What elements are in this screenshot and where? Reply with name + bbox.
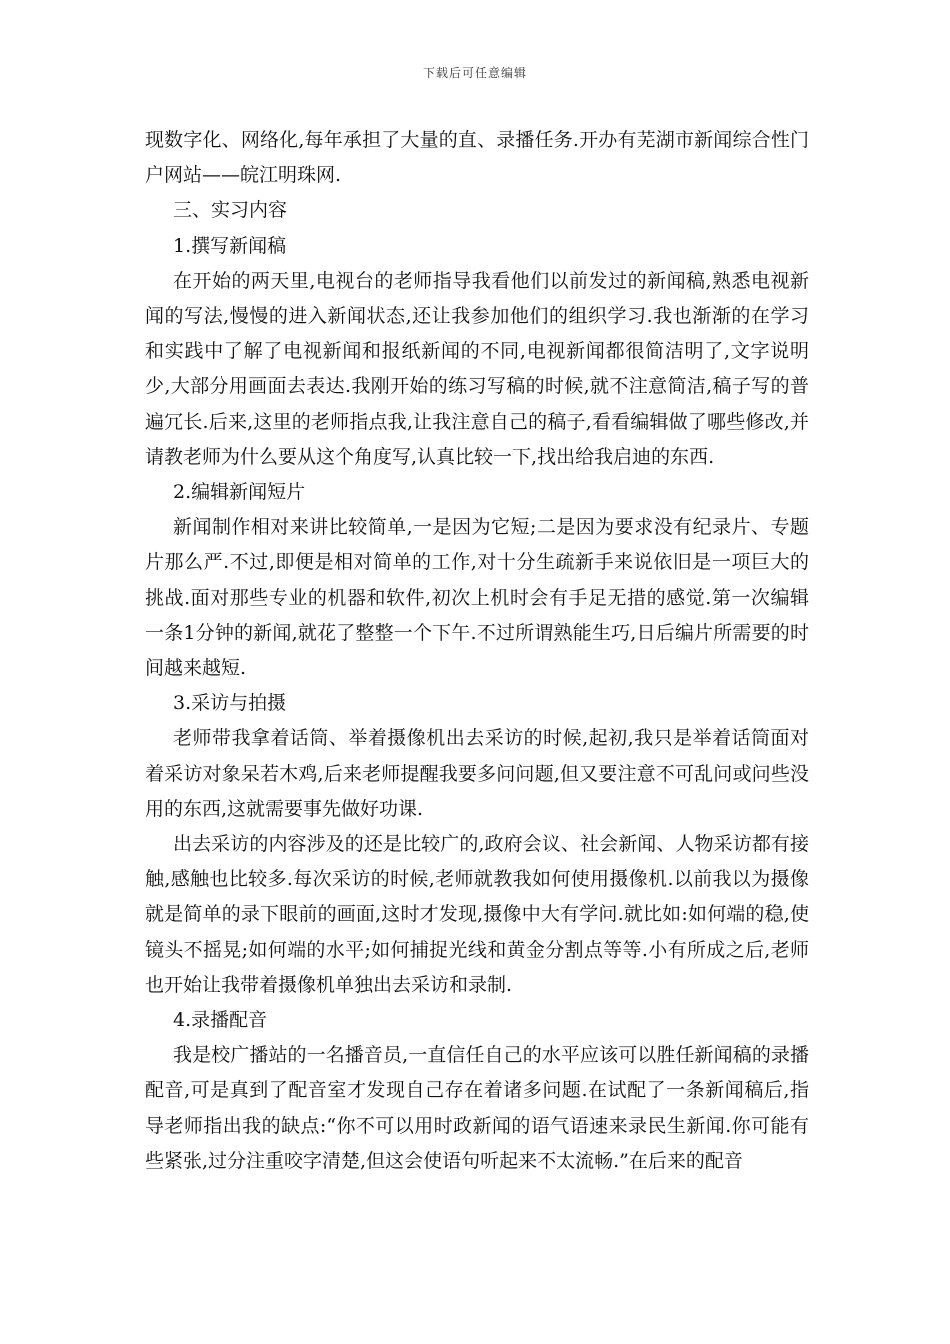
document-body [145, 123, 809, 1179]
subsection-heading: 2.编辑新闻短片 [173, 481, 306, 504]
subsection-heading: 4.录播配音 [173, 1009, 268, 1032]
subsection-heading: 3.采访与拍摄 [173, 692, 287, 715]
paragraph: 老师带我拿着话筒、举着摄像机出去采访的时候,起初,我只是举着话筒面对着采访对象呆若木鸡,后来老师提醒我要多问问题,但又要注意不可乱问或问些没用的东西,这就需要事先做好功课. [145, 727, 809, 820]
paragraph: 现数字化、网络化,每年承担了大量的直、录播任务.开办有芜湖市新闻综合性门户网站——皖江明珠网. [145, 129, 809, 187]
section-heading: 三、实习内容 [173, 199, 288, 222]
subsection-heading: 1.撰写新闻稿 [173, 234, 287, 257]
paragraph: 新闻制作相对来讲比较简单,一是因为它短;二是因为要求没有纪录片、专题片那么严.不过,即便是相对简单的工作,对十分生疏新手来说依旧是一项巨大的挑战.面对那些专业的机器和软件,初次上机时会有手足无措的感觉.第一次编辑一条1分钟的新闻,就花了整整一个下午.不过所谓熟能生巧,日后编片所需要的时间越来越短. [145, 516, 809, 680]
paragraph: 出去采访的内容涉及的还是比较广的,政府会议、社会新闻、人物采访都有接触,感触也比较多.每次采访的时候,老师就教我如何使用摄像机.以前我以为摄像就是简单的录下眼前的画面,这时才发现,摄像中大有学问.就比如:如何端的稳,使镜头不摇晃;如何端的水平;如何捕捉光线和黄金分割点等等.小有所成之后,老师也开始让我带着摄像机单独出去采访和录制. [145, 833, 809, 996]
paragraph: 在开始的两天里,电视台的老师指导我看他们以前发过的新闻稿,熟悉电视新闻的写法,慢慢的进入新闻状态,还让我参加他们的组织学习.我也渐渐的在学习和实践中了解了电视新闻和报纸新闻的不同,电视新闻都很简洁明了,文字说明少,大部分用画面去表达.我刚开始的练习写稿的时候,就不注意简洁,稿子写的普遍冗长.后来,这里的老师指点我,让我注意自己的稿子,看看编辑做了哪些修改,并请教老师为什么要从这个角度写,认真比较一下,找出给我启迪的东西. [145, 269, 809, 468]
page-header: 下载后可任意编辑 [422, 66, 527, 80]
paragraph: 我是校广播站的一名播音员,一直信任自己的水平应该可以胜任新闻稿的录播配音,可是真到了配音室才发现自己存在着诸多问题.在试配了一条新闻稿后,指导老师指出我的缺点:“你不可以用时政新闻的语气语速来录民生新闻.你可能有些紧张,过分注重咬字清楚,但这会使语句听起来不太流畅.”在后来的配音 [145, 1044, 809, 1172]
